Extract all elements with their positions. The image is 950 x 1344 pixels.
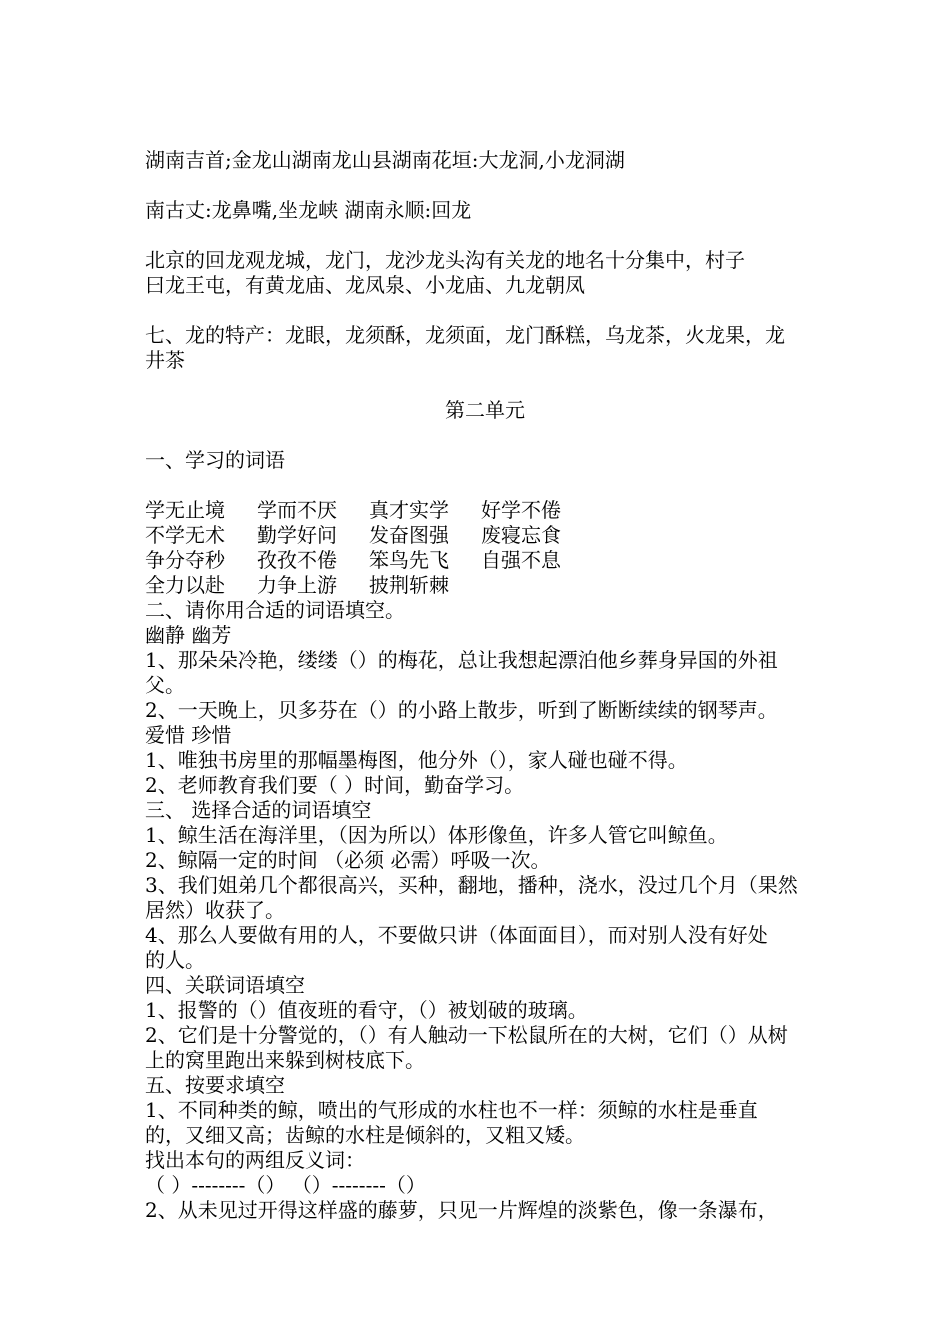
- idiom: 自强不息: [481, 548, 561, 572]
- idiom: 不学无术: [145, 523, 225, 547]
- text-line: 七、龙的特产：龙眼，龙须酥，龙须面，龙门酥糕，乌龙茶，火龙果，龙: [145, 323, 785, 347]
- text-line: 1、不同种类的鲸，喷出的气形成的水柱也不一样：须鲸的水柱是垂直: [145, 1098, 758, 1122]
- idiom: 孜孜不倦: [257, 548, 337, 572]
- idiom: 笨鸟先飞: [369, 548, 449, 572]
- text-line: 1、报警的（）值夜班的看守，（）被划破的玻璃。: [145, 998, 588, 1022]
- text-line: 居然）收获了。: [145, 898, 285, 922]
- text-line: 1、那朵朵冷艳，缕缕（）的梅花，总让我想起漂泊他乡葬身异国的外祖: [145, 648, 778, 672]
- idiom-row: [145, 573, 825, 598]
- text-line: 井茶: [145, 348, 185, 372]
- paragraph-hunan-places-2: [145, 198, 825, 223]
- text-line: 南古丈:龙鼻嘴,坐龙峡 湖南永顺:回龙: [145, 198, 472, 222]
- unit-title: 第二单元: [445, 398, 525, 422]
- idiom-row: [145, 548, 825, 573]
- text-line: 3、我们姐弟几个都很高兴，买种，翻地，播种，浇水，没过几个月（果然: [145, 873, 798, 897]
- paragraph-hunan-places-1: [145, 148, 825, 173]
- text-line: 2、从未见过开得这样盛的藤萝，只见一片辉煌的淡紫色，像一条瀑布，: [145, 1198, 778, 1222]
- text-line: 找出本句的两组反义词：: [145, 1148, 365, 1172]
- idiom: 勤学好问: [257, 523, 337, 547]
- word-choices: 爱惜 珍惜: [145, 723, 232, 747]
- text-line: （ ）--------（） （）--------（）: [145, 1173, 426, 1197]
- text-line: 2、鲸隔一定的时间 （必须 必需）呼吸一次。: [145, 848, 551, 872]
- idiom: 披荆斩棘: [369, 573, 449, 597]
- section-heading: 三、 选择合适的词语填空: [145, 798, 372, 822]
- idiom-row: [145, 498, 825, 523]
- idiom: 全力以赴: [145, 573, 225, 597]
- idiom: 力争上游: [257, 573, 337, 597]
- idiom-row: [145, 523, 825, 548]
- text-line: 的人。: [145, 948, 205, 972]
- idiom-grid: [145, 498, 825, 598]
- text-line: 北京的回龙观龙城，龙门，龙沙龙头沟有关龙的地名十分集中，村子: [145, 248, 745, 272]
- section-heading: 四、关联词语填空: [145, 973, 305, 997]
- idiom: 学而不厌: [257, 498, 337, 522]
- text-line: 湖南吉首;金龙山湖南龙山县湖南花垣:大龙洞,小龙洞湖: [145, 148, 625, 172]
- text-line: 父。: [145, 673, 185, 697]
- paragraph-dragon-products: [145, 323, 825, 373]
- idiom: 发奋图强: [369, 523, 449, 547]
- idiom: 废寝忘食: [481, 523, 561, 547]
- text-line: 的，又细又高；齿鲸的水柱是倾斜的，又粗又矮。: [145, 1123, 585, 1147]
- idiom: 学无止境: [145, 498, 225, 522]
- text-line: 1、鲸生活在海洋里，（因为所以）体形像鱼，许多人管它叫鲸鱼。: [145, 823, 728, 847]
- exercise-body: [145, 598, 825, 1223]
- word-choices: 幽静 幽芳: [145, 623, 232, 647]
- text-line: 2、它们是十分警觉的，（）有人触动一下松鼠所在的大树，它们（）从树: [145, 1023, 788, 1047]
- text-line: 曰龙王屯，有黄龙庙、龙凤泉、小龙庙、九龙朝凤: [145, 273, 585, 297]
- section-heading: 五、按要求填空: [145, 1073, 285, 1097]
- text-line: 4、那么人要做有用的人，不要做只讲（体面面目），而对别人没有好处: [145, 923, 768, 947]
- section-heading: 二、请你用合适的词语填空。: [145, 598, 405, 622]
- text-line: 2、一天晚上，贝多芬在（）的小路上散步，听到了断断续续的钢琴声。: [145, 698, 778, 722]
- text-line: 2、老师教育我们要（ ）时间，勤奋学习。: [145, 773, 525, 797]
- idiom: 真才实学: [369, 498, 449, 522]
- document-page: [145, 148, 825, 1223]
- section-heading-vocabulary: 一、学习的词语: [145, 448, 285, 472]
- text-line: 1、唯独书房里的那幅墨梅图，他分外（），家人碰也碰不得。: [145, 748, 688, 772]
- idiom: 争分夺秒: [145, 548, 225, 572]
- idiom: 好学不倦: [481, 498, 561, 522]
- text-line: 上的窝里跑出来躲到树枝底下。: [145, 1048, 425, 1072]
- paragraph-beijing-places: [145, 248, 825, 298]
